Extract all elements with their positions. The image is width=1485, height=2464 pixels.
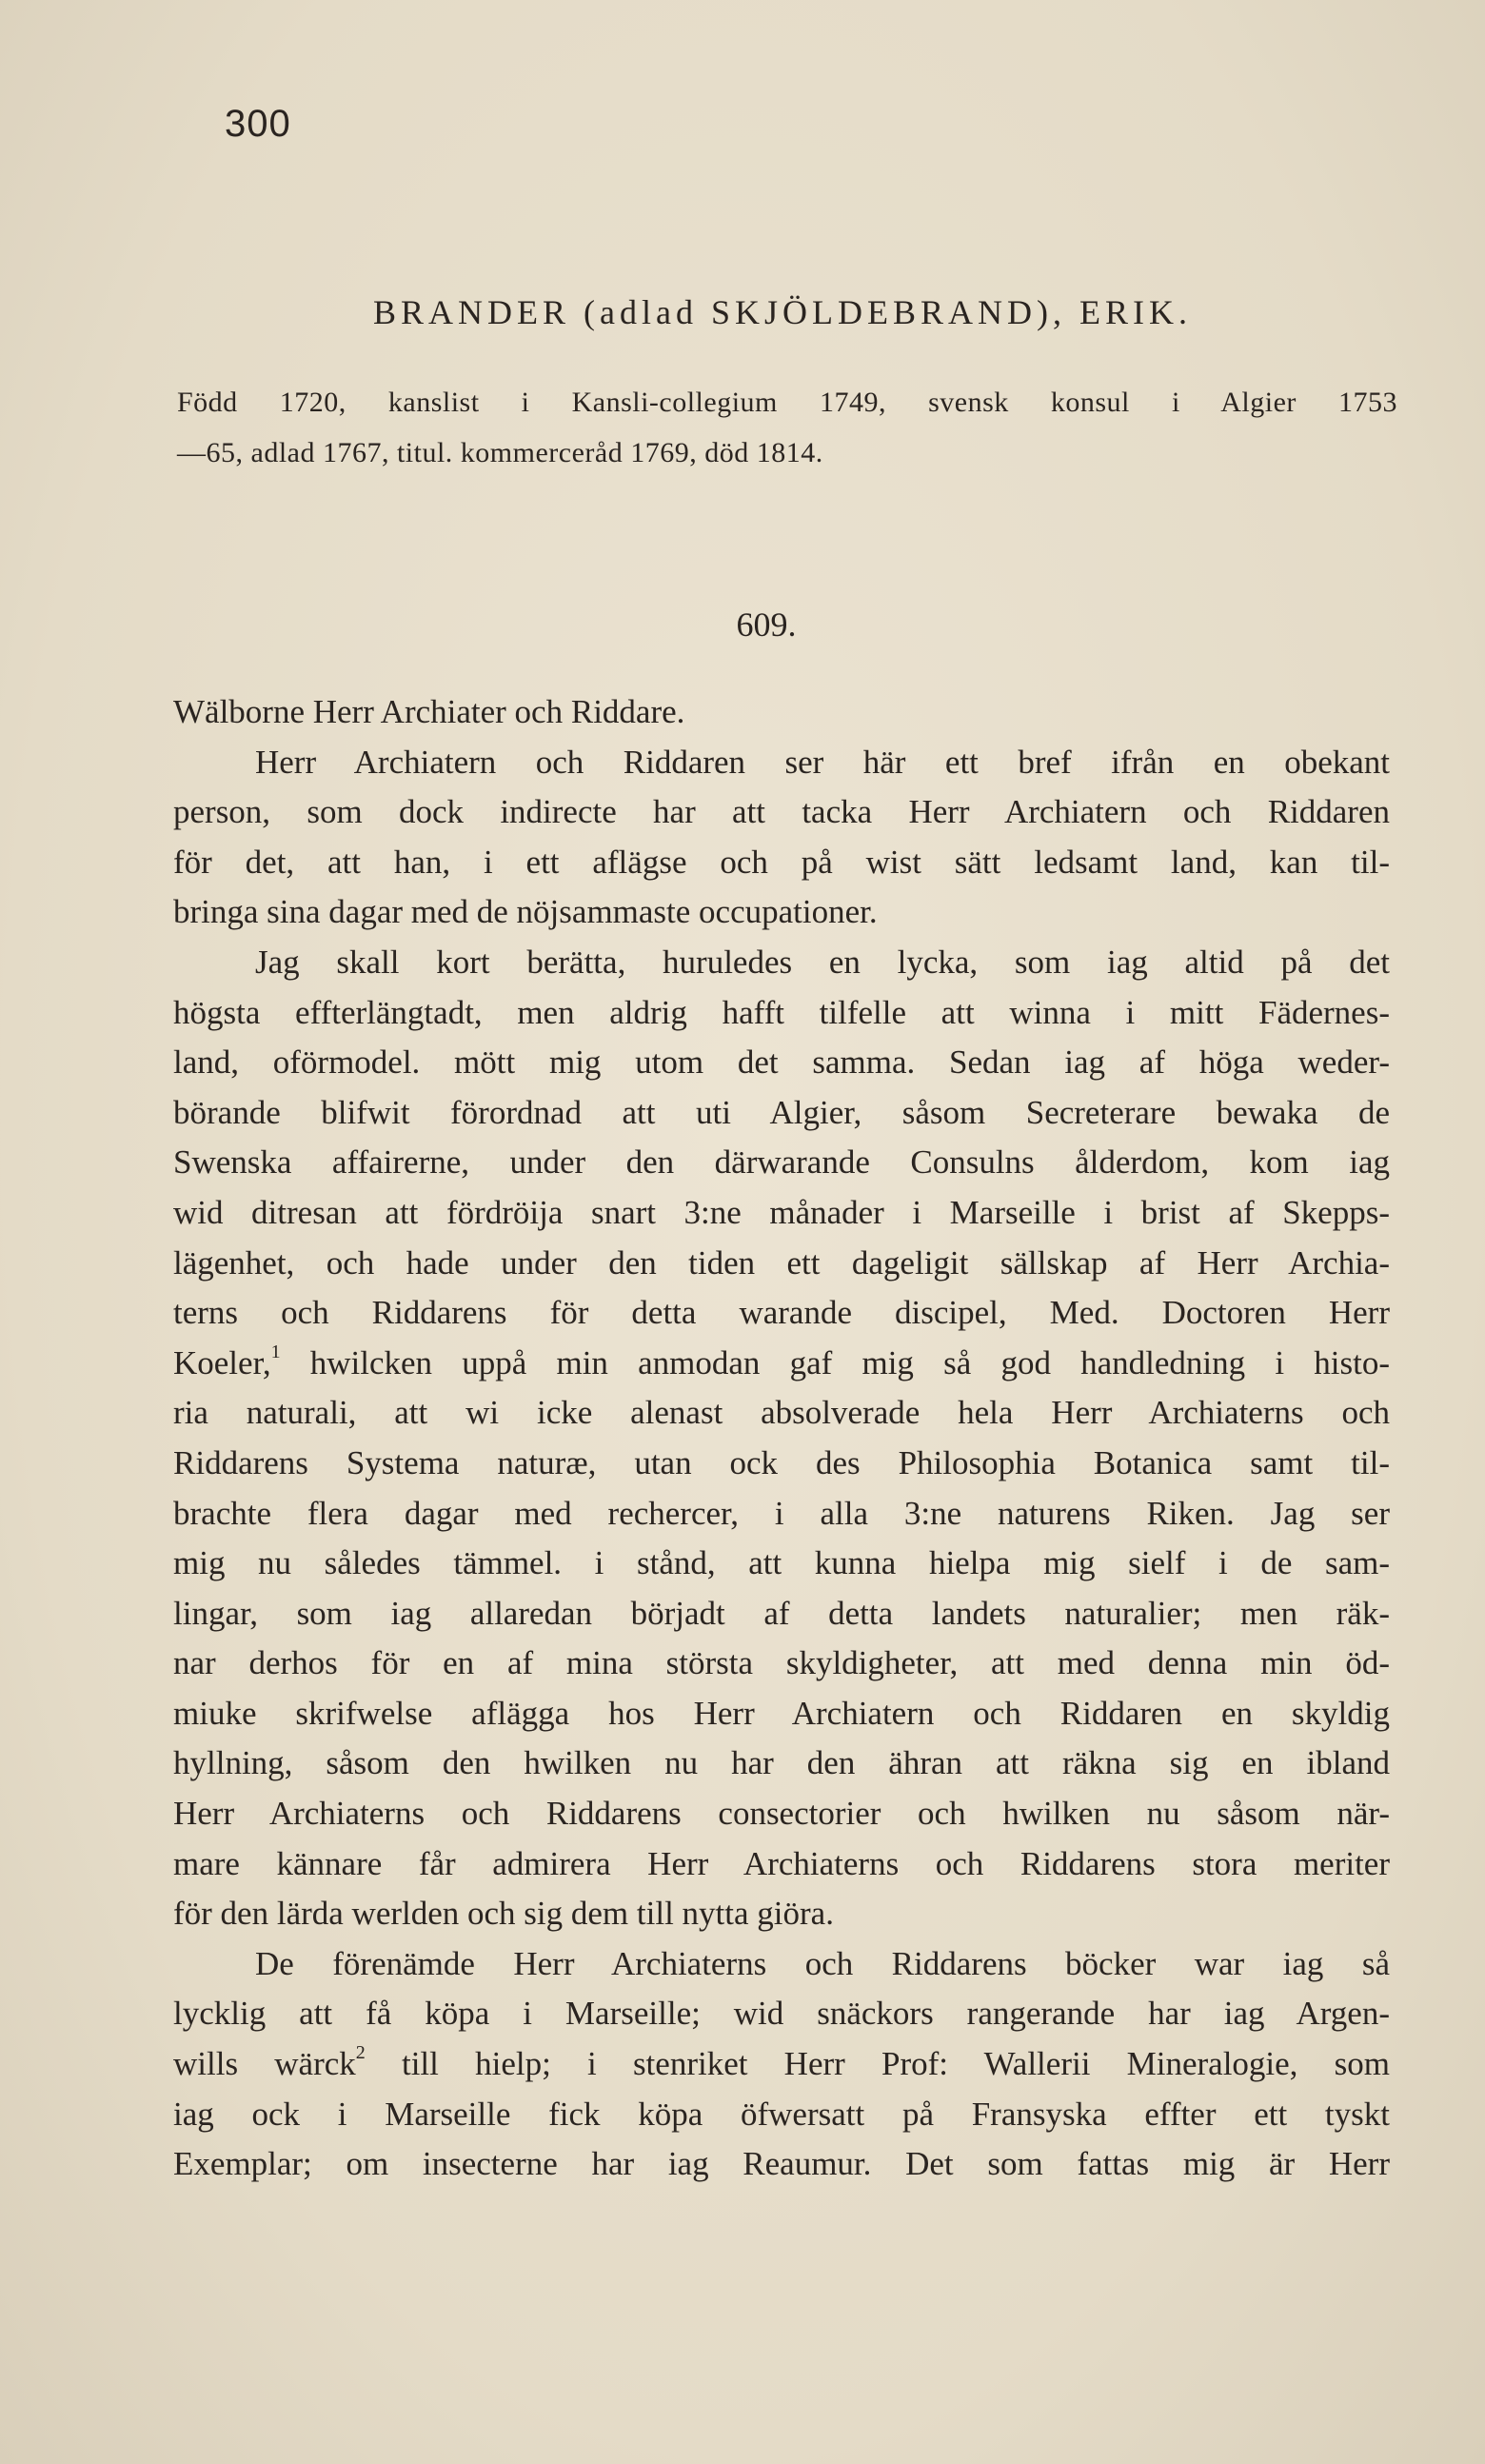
- body-line: person, som dock indirecte har att tacka Herr Archiatern och Riddaren: [173, 793, 1390, 831]
- body-line: nar derhos för en af mina största skyldigheter, att med denna min öd-: [173, 1644, 1390, 1682]
- footnote-marker: 2: [355, 2042, 366, 2064]
- body-line: börande blifwit förordnad att uti Algier, såsom Secreterare bewaka de: [173, 1093, 1390, 1131]
- body-line: bringa sina dagar med de nöjsammaste occupationer.: [173, 893, 878, 931]
- body-line: iag ock i Marseille fick köpa öfwersatt på Fransyska effter ett tyskt: [173, 2095, 1390, 2133]
- biography-line: Född 1720, kanslist i Kansli-collegium 1749, svensk konsul i Algier 1753: [177, 387, 1397, 418]
- body-line: wid ditresan att fördröija snart 3:ne månader i Marseille i brist af Skepps-: [173, 1193, 1390, 1231]
- body-line: för det, att han, i ett aflägse och på wist sätt ledsamt land, kan til-: [173, 843, 1390, 881]
- salutation: Wälborne Herr Archiater och Riddare.: [173, 693, 685, 730]
- body-line: [173, 1339, 1390, 1389]
- body-line: mig nu således tämmel. i stånd, att kunna hielpa mig sielf i de sam-: [173, 1544, 1390, 1582]
- body-line: brachte flera dagar med rechercer, i alla 3:ne naturens Riken. Jag ser: [173, 1494, 1390, 1532]
- body-line: Herr Archiaterns och Riddarens consectorier och hwilken nu såsom när-: [173, 1795, 1390, 1833]
- body-line: miuke skrifwelse aflägga hos Herr Archiatern och Riddaren en skyldig: [173, 1694, 1390, 1732]
- body-line: Exemplar; om insecterne har iag Reaumur. Det som fattas mig är Herr: [173, 2145, 1390, 2183]
- body-line: hyllning, såsom den hwilken nu har den ähran att räkna sig en ibland: [173, 1744, 1390, 1782]
- letter-author-heading: BRANDER (adlad SKJÖLDEBRAND), ERIK.: [373, 293, 1192, 331]
- body-line: Riddarens Systema naturæ, utan ock des Philosophia Botanica samt til-: [173, 1443, 1390, 1481]
- author-biography: [177, 377, 1397, 478]
- biography-line: —65, adlad 1767, titul. kommerceråd 1769, död 1814.: [177, 437, 823, 468]
- letter-number: 609.: [736, 606, 797, 644]
- body-line: ria naturali, att wi icke alenast absolverade hela Herr Archiaterns och: [173, 1394, 1390, 1432]
- body-line: [173, 2039, 1390, 2090]
- body-line: Jag skall kort berätta, huruledes en lycka, som iag altid på det: [255, 943, 1390, 981]
- body-line: De förenämde Herr Archiaterns och Riddarens böcker war iag så: [255, 1944, 1390, 1982]
- body-line-rest: hwilcken uppå min anmodan gaf mig så god handledning i histo-: [280, 1343, 1390, 1381]
- body-line: högsta effterlängtadt, men aldrig hafft tilfelle att winna i mitt Fädernes-: [173, 993, 1390, 1031]
- body-line: terns och Riddarens för detta warande discipel, Med. Doctoren Herr: [173, 1294, 1390, 1332]
- body-line: lycklig att få köpa i Marseille; wid snäckors rangerande har iag Argen-: [173, 1995, 1390, 2033]
- body-line: för den lärda werlden och sig dem till nytta giöra.: [173, 1895, 834, 1933]
- body-line-rest: till hielp; i stenriket Herr Prof: Wallerii Mineralogie, som: [365, 2045, 1390, 2083]
- body-line: lingar, som iag allaredan börjadt af detta landets naturalier; men räk-: [173, 1594, 1390, 1632]
- body-line: Herr Archiatern och Riddaren ser här ett bref ifrån en obekant: [255, 743, 1390, 781]
- page-number: 300: [225, 103, 291, 145]
- body-line: Swenska affairerne, under den därwarande Consulns ålderdom, kom iag: [173, 1143, 1390, 1182]
- footnote-marker: 1: [270, 1341, 281, 1363]
- body-line-start: wills wärck: [173, 2045, 356, 2083]
- body-line: lägenhet, och hade under den tiden ett dageligit sällskap af Herr Archia-: [173, 1243, 1390, 1282]
- body-line: mare kännare får admirera Herr Archiaterns och Riddarens stora meriter: [173, 1844, 1390, 1882]
- body-line: land, oförmodel. mött mig utom det samma. Sedan iag af höga weder-: [173, 1043, 1390, 1082]
- body-line-start: Koeler,: [173, 1343, 271, 1381]
- letter-body: [173, 687, 1390, 2190]
